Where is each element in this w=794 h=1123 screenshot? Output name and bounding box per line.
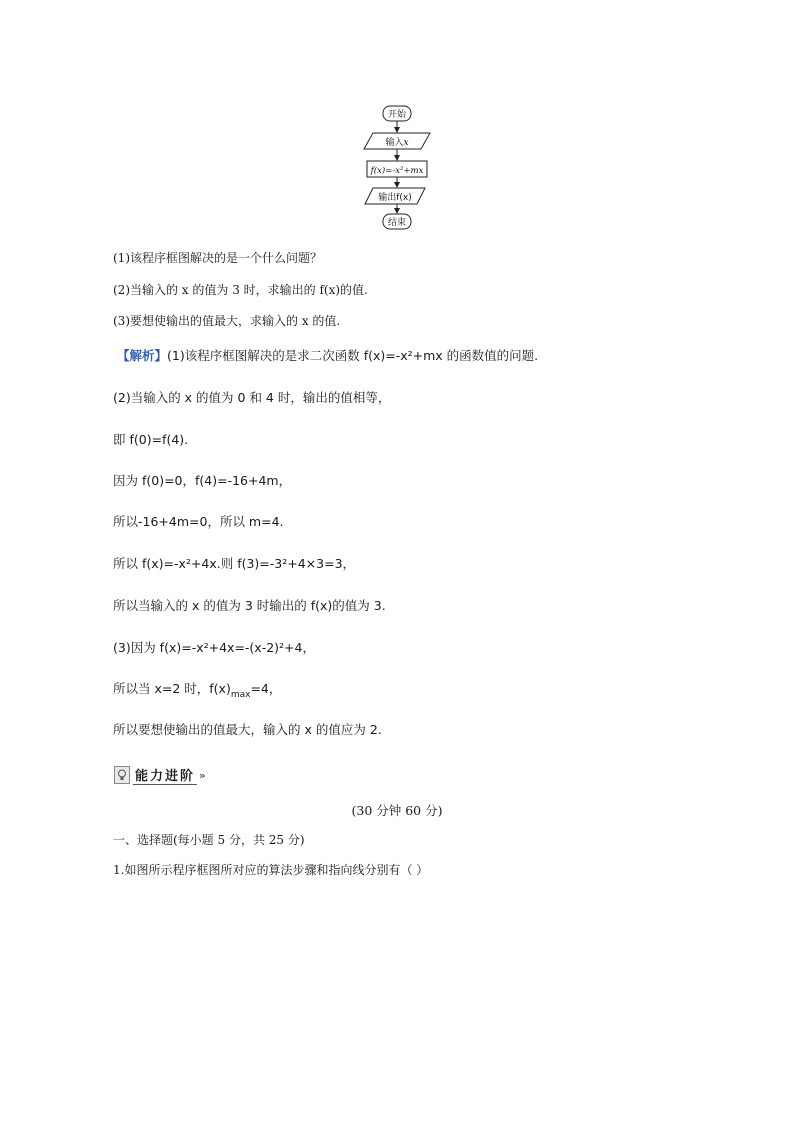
question-3: (3)要想使输出的值最大，求输入的 x 的值. <box>113 314 341 328</box>
question-2: (2)当输入的 x 的值为 3 时，求输出的 f(x)的值. <box>113 283 368 297</box>
process-label: f(x)=-x²+mx <box>370 166 424 176</box>
subscript: max <box>230 690 251 700</box>
start-label: 开始 <box>387 110 407 120</box>
solution-text: =4， <box>250 681 282 696</box>
solution-line-7: 所以当输入的 x 的值为 3 时输出的 f(x)的值为 3. <box>113 598 386 613</box>
end-label: 结束 <box>387 218 407 228</box>
solution-line-5: 所以-16+4m=0，所以 m=4. <box>113 514 284 529</box>
solution-tag: 【解析】 <box>117 348 168 363</box>
solution-line-4: 因为 f(0)=0，f(4)=-16+4m， <box>113 473 292 488</box>
solution-line-8: (3)因为 f(x)=-x²+4x=-(x-2)²+4， <box>113 640 315 655</box>
flowchart-diagram <box>0 0 794 240</box>
part-title: 一、选择题(每小题 5 分，共 25 分) <box>113 833 305 847</box>
solution-text: 所以当 x=2 时，f(x) <box>113 681 231 696</box>
solution-line-3: 即 f(0)=f(4). <box>113 432 189 447</box>
solution-line-9 <box>113 681 281 699</box>
solution-line-10: 所以要想使输出的值最大，输入的 x 的值应为 2. <box>113 722 382 737</box>
lightbulb-icon <box>114 766 130 784</box>
question-item-1: 1.如图所示程序框图所对应的算法步骤和指向线分别有（ ） <box>113 863 429 877</box>
solution-text: (1)该程序框图解决的是求二次函数 f(x)=-x²+mx 的函数值的问题. <box>167 348 539 363</box>
solution-line-1 <box>117 348 538 364</box>
section-title: 能力进阶 <box>133 765 197 785</box>
chevron-right-icon: » <box>199 768 206 782</box>
section-header <box>114 766 206 784</box>
question-1: (1)该程序框图解决的是一个什么问题？ <box>113 251 322 265</box>
input-label: 输入x <box>385 138 409 148</box>
solution-line-6: 所以 f(x)=-x²+4x.则 f(3)=-3²+4×3=3， <box>113 556 356 571</box>
solution-line-2: (2)当输入的 x 的值为 0 和 4 时，输出的值相等， <box>113 390 391 405</box>
time-score: (30 分钟 60 分) <box>351 803 443 818</box>
output-label: 输出f(x) <box>378 193 412 203</box>
